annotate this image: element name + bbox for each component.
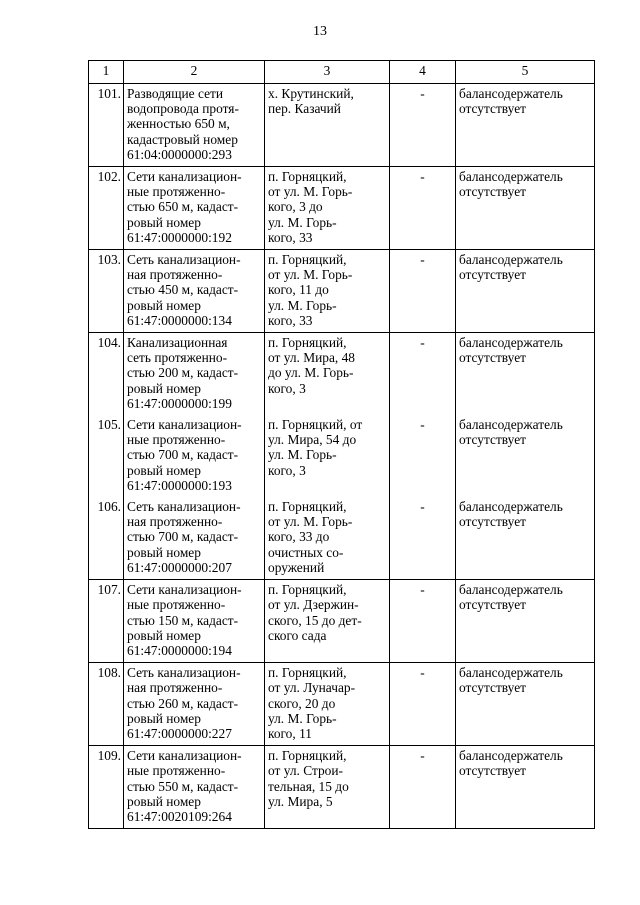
column-4-value-text: - [420,499,425,515]
object-address-text: п. Горняцкий, от ул. М. Горь- кого, 3 до ул. М. Горь- кого, 33 [268,169,353,245]
object-address-text: п. Горняцкий, от ул. Строи- тельная, 15 до ул. Мира, 5 [268,748,349,809]
row-number [89,167,124,250]
column-4-value-text: - [420,169,425,185]
object-address [265,167,390,250]
balance-holder-text: балансодержатель отсутствует [459,499,563,530]
balance-holder [456,415,595,497]
row-number [89,497,124,580]
object-address-text: х. Крутинский, пер. Казачий [268,86,354,117]
object-name-text: Сети канализацион- ные протяженно- стью 700 м, кадаст- ровый номер 61:47:0000000:193 [127,417,242,493]
column-4-value [390,333,456,416]
row-number [89,663,124,746]
table-row [89,580,595,663]
balance-holder [456,84,595,167]
balance-holder [456,580,595,663]
object-address-text: п. Горняцкий, от ул. М. Горь- кого, 33 до очистных со- оружений [268,499,353,575]
row-number-text: 102. [97,169,121,185]
table-row [89,167,595,250]
row-number [89,580,124,663]
table-row [89,250,595,333]
row-number [89,84,124,167]
object-name [124,663,265,746]
row-number-text: 105. [97,417,121,433]
object-address [265,497,390,580]
object-address-text: п. Горняцкий, от ул. Мира, 54 до ул. М. Горь- кого, 3 [268,417,363,478]
object-name [124,333,265,416]
column-4-value [390,84,456,167]
row-number-text: 104. [97,335,121,351]
column-header: 2 [124,61,265,84]
page-number: 13 [313,24,327,39]
object-name-text: Сети канализацион- ные протяженно- стью 150 м, кадаст- ровый номер 61:47:0000000:194 [127,582,242,658]
object-address [265,333,390,416]
balance-holder-text: балансодержатель отсутствует [459,335,563,366]
column-4-value-text: - [420,86,425,101]
table-row [89,84,595,167]
row-number-text: 103. [97,252,121,268]
row-number-text: 106. [97,499,121,515]
column-4-value [390,663,456,746]
object-address-text: п. Горняцкий, от ул. М. Горь- кого, 11 до ул. М. Горь- кого, 33 [268,252,353,328]
object-name [124,167,265,250]
row-number [89,746,124,829]
row-number-text: 108. [97,665,121,681]
column-4-value [390,250,456,333]
row-number-text: 107. [97,582,121,598]
object-name-text: Канализационная сеть протяженно- стью 200 м, кадаст- ровый номер 61:47:0000000:199 [127,335,239,411]
object-address-text: п. Горняцкий, от ул. Дзержин- ского, 15 до дет- ского сада [268,582,362,643]
column-4-value-text: - [420,252,425,268]
object-name-text: Сети канализацион- ные протяженно- стью 650 м, кадаст- ровый номер 61:47:0000000:192 [127,169,242,245]
column-4-value [390,580,456,663]
column-4-value [390,167,456,250]
object-name [124,497,265,580]
balance-holder-text: балансодержатель отсутствует [459,665,563,696]
column-4-value-text: - [420,748,425,764]
balance-holder [456,333,595,416]
balance-holder-text: балансодержатель отсутствует [459,582,563,613]
object-name [124,415,265,497]
row-number [89,333,124,416]
table-row [89,746,595,829]
column-header: 1 [89,61,124,84]
balance-holder [456,250,595,333]
column-4-value-text: - [420,335,425,351]
object-address [265,250,390,333]
table-row [89,497,595,580]
object-address-text: п. Горняцкий, от ул. Луначар- ского, 20 до ул. М. Горь- кого, 11 [268,665,356,741]
object-name [124,746,265,829]
column-4-value-text: - [420,582,425,598]
column-4-value-text: - [420,417,425,433]
object-address [265,746,390,829]
row-number [89,250,124,333]
object-address [265,415,390,497]
column-header: 4 [390,61,456,84]
table-row [89,415,595,497]
balance-holder [456,497,595,580]
balance-holder-text: балансодержатель отсутствует [459,748,563,779]
object-address-text: п. Горняцкий, от ул. Мира, 48 до ул. М. Горь- кого, 3 [268,335,355,396]
column-4-value [390,497,456,580]
column-4-value [390,415,456,497]
table-header-row [89,61,595,84]
column-header: 3 [265,61,390,84]
row-number [89,415,124,497]
registry-table [88,60,595,829]
balance-holder-text: балансодержатель отсутствует [459,252,563,283]
object-address [265,580,390,663]
object-address [265,84,390,167]
balance-holder-text: балансодержатель отсутствует [459,417,563,448]
object-name [124,580,265,663]
object-name-text: Сети канализацион- ные протяженно- стью 550 м, кадаст- ровый номер 61:47:0020109:264 [127,748,242,824]
row-number-text: 109. [97,748,121,764]
column-4-value [390,746,456,829]
object-name-text: Сеть канализацион- ная протяженно- стью 450 м, кадаст- ровый номер 61:47:0000000:134 [127,252,241,328]
column-header: 5 [456,61,595,84]
table-row [89,333,595,416]
balance-holder [456,746,595,829]
balance-holder-text: балансодержатель отсутствует [459,86,563,117]
balance-holder-text: балансодержатель отсутствует [459,169,563,200]
object-name-text: Сеть канализацион- ная протяженно- стью 700 м, кадаст- ровый номер 61:47:0000000:207 [127,499,241,575]
object-name-text: Разводящие сети водопровода протя- женностью 650 м, кадастровый номер 61:04:0000000:293 [127,86,239,162]
table-row [89,663,595,746]
object-name [124,84,265,167]
column-4-value-text: - [420,665,425,681]
object-name [124,250,265,333]
balance-holder [456,167,595,250]
object-name-text: Сеть канализацион- ная протяженно- стью 260 м, кадаст- ровый номер 61:47:0000000:227 [127,665,241,741]
row-number-text: 101. [97,86,121,101]
object-address [265,663,390,746]
balance-holder [456,663,595,746]
